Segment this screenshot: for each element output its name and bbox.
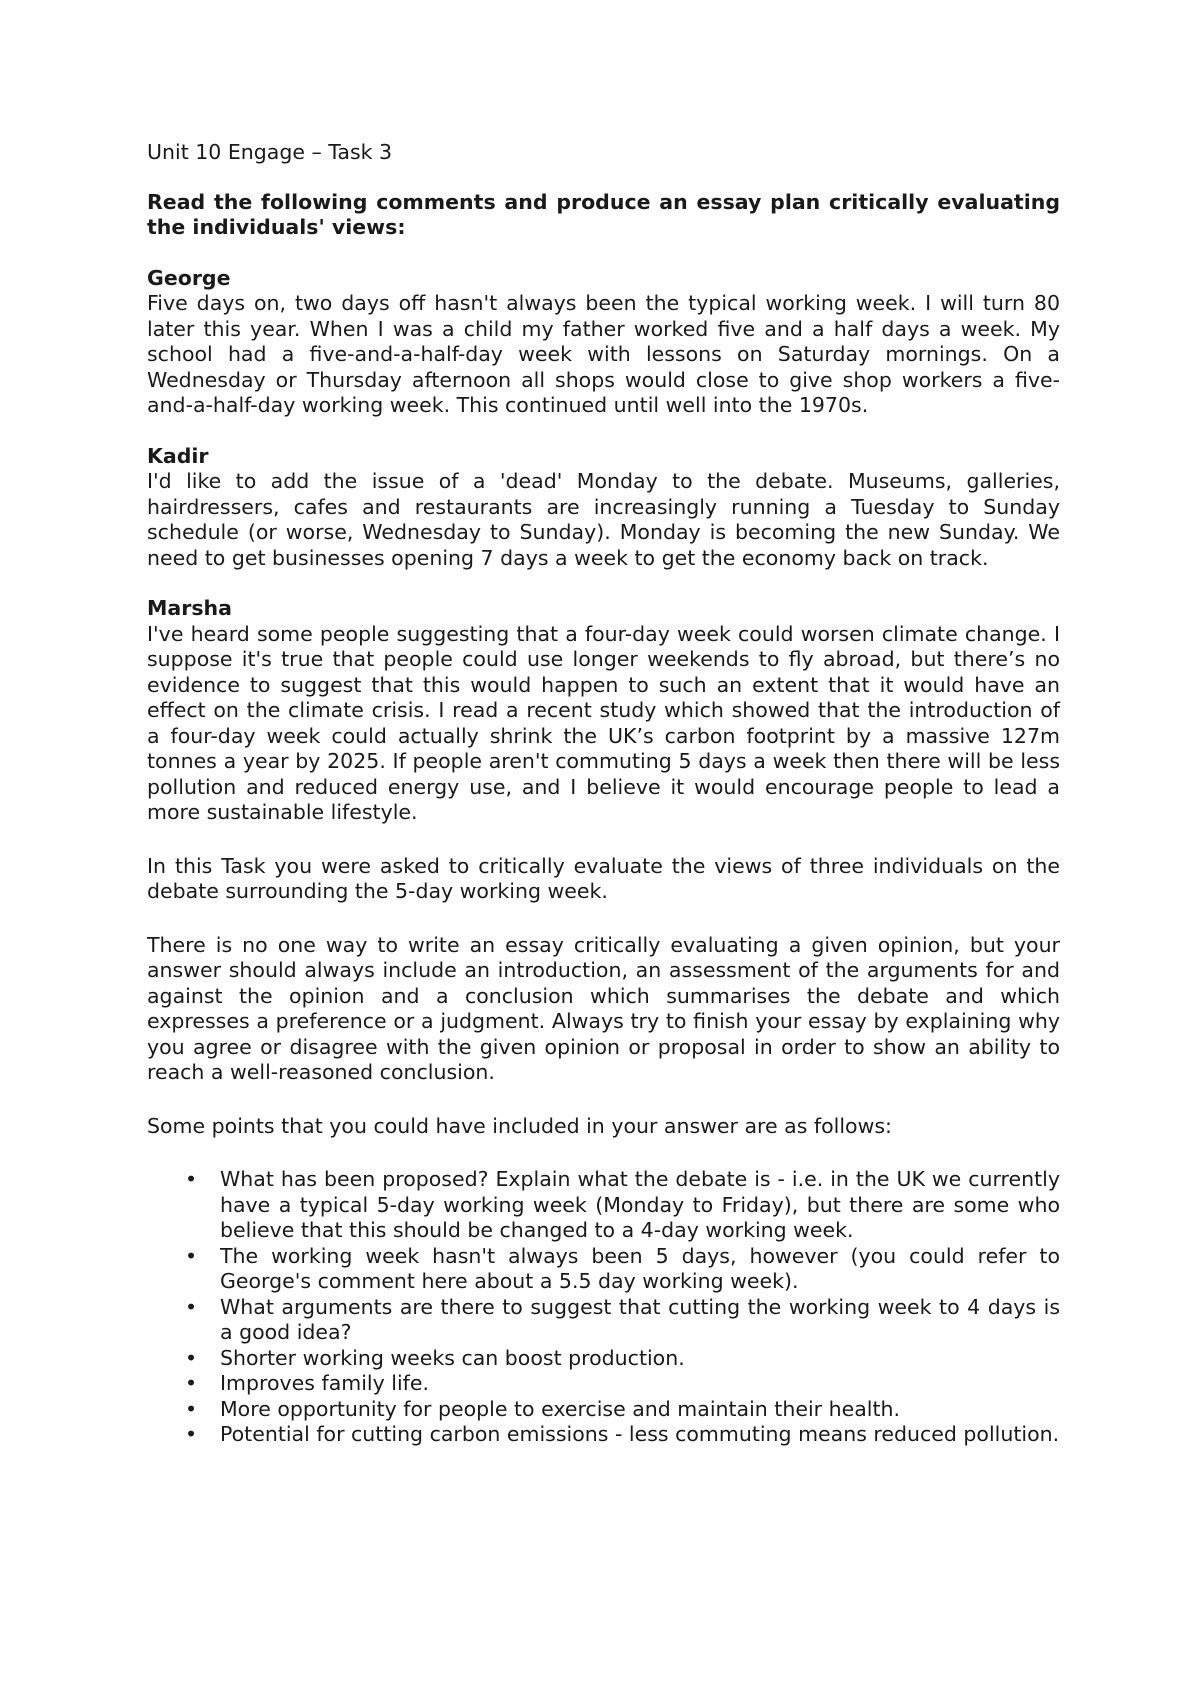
- points-intro-paragraph: Some points that you could have included in your answer are as follows:: [147, 1113, 892, 1138]
- commenter-kadir: [147, 444, 1060, 572]
- bullet-icon: •: [185, 1345, 198, 1370]
- bullet-icon: •: [185, 1396, 198, 1421]
- list-item-text: Potential for cutting carbon emissions - less commuting means reduced pollution.: [220, 1422, 1060, 1446]
- commenter-comment: I've heard some people suggesting that a four-day week could worsen climate change. I suppose it's true that people could use longer weekends to fly abroad, but there’s no evidence to suggest that this would happen to such an extent that it would have an effect on the climate crisis. I read a recent study which showed that the introduction of a four-day week could actually shrink the UK’s carbon footprint by a massive 127m tonnes a year by 2025. If people aren't commuting 5 days a week then there will be less pollution and reduced energy use, and I believe it would encourage people to lead a more sustainable lifestyle.: [147, 621, 1060, 824]
- list-item-text: More opportunity for people to exercise and maintain their health.: [220, 1396, 901, 1421]
- bullet-icon: •: [185, 1167, 198, 1191]
- commenter-name: Kadir: [147, 443, 209, 468]
- bullet-icon: •: [185, 1243, 198, 1268]
- essay-guidance-paragraph: There is no one way to write an essay critically evaluating a given opinion, but your answer should always include an introduction, an assessment of the arguments for and against the opinion and a conclusion which summarises the debate and which expresses a preference or a judgment. Always try to finish your essay by explaining why you agree or disagree with the given opinion or proposal in order to show an ability to reach a well-reasoned conclusion.: [147, 932, 1060, 1084]
- list-item-text: The working week hasn't always been 5 days, however (you could refer to George's comment here about a 5.5 day working week).: [220, 1243, 1060, 1293]
- bullet-icon: •: [185, 1294, 198, 1319]
- document-page: [147, 140, 1060, 1448]
- commenter-name: Marsha: [147, 596, 232, 620]
- task-instruction: Read the following comments and produce an essay plan critically evaluating the individuals' views:: [147, 189, 1060, 239]
- list-item: [147, 1346, 1060, 1372]
- commenter-name: George: [147, 265, 231, 290]
- commenter-marsha: [147, 596, 1060, 826]
- task-summary-paragraph: In this Task you were asked to critically evaluate the views of three individuals on the debate surrounding the 5-day working week.: [147, 853, 1060, 903]
- commenter-george: [147, 266, 1060, 419]
- commenter-comment: Five days on, two days off hasn't always been the typical working week. I will turn 80 later this year. When I was a child my father worked five and a half days a week. My school had a five-and-a-half-day week with lessons on Saturday mornings. On a Wednesday or Thursday afternoon all shops would close to give shop workers a five-and-a-half-day working week. This continued until well into the 1970s.: [147, 291, 1060, 417]
- list-item: [147, 1244, 1060, 1295]
- list-item-text: What arguments are there to suggest that cutting the working week to 4 days is a good idea?: [220, 1294, 1060, 1344]
- list-item-text: Improves family life.: [220, 1371, 430, 1395]
- list-item: [147, 1295, 1060, 1346]
- list-item: [147, 1167, 1060, 1244]
- bullet-icon: •: [185, 1422, 198, 1446]
- list-item-text: What has been proposed? Explain what the debate is - i.e. in the UK we currently have a typical 5-day working week (Monday to Friday), but there are some who believe that this should be changed to a 4-day working week.: [220, 1167, 1060, 1242]
- list-item: [147, 1371, 1060, 1397]
- list-item: [147, 1422, 1060, 1448]
- bullet-icon: •: [185, 1371, 198, 1395]
- commenter-comment: I'd like to add the issue of a 'dead' Monday to the debate. Museums, galleries, hairdressers, cafes and restaurants are increasingly running a Tuesday to Sunday schedule (or worse, Wednesday to Sunday). Monday is becoming the new Sunday. We need to get businesses opening 7 days a week to get the economy back on track.: [147, 469, 1060, 570]
- points-list: [147, 1167, 1060, 1448]
- list-item-text: Shorter working weeks can boost production.: [220, 1345, 685, 1370]
- list-item: [147, 1397, 1060, 1423]
- document-title: Unit 10 Engage – Task 3: [147, 140, 393, 164]
